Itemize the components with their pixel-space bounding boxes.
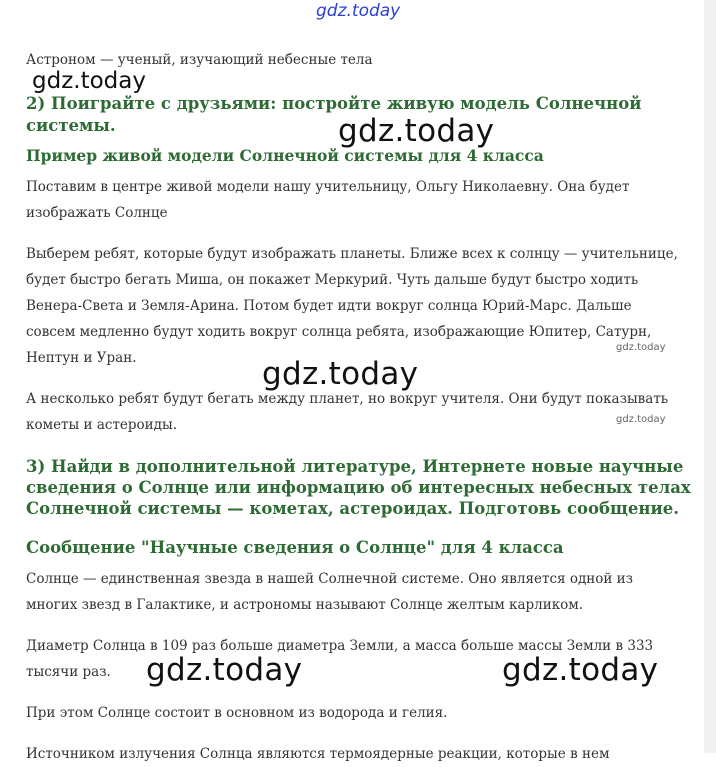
paragraph-line: тысячи раз. [26,664,111,680]
watermark: gdz.today [262,356,419,392]
paragraph-line: Солнце — единственная звезда в нашей Солнечной системе. Оно является одной из [26,571,634,587]
paragraph-line: При этом Солнце состоит в основном из водорода и гелия. [26,705,448,721]
watermark-top: gdz.today [316,1,401,21]
task-heading: 2) Поиграйте с друзьями: постройте живую модель Солнечной [26,94,642,113]
watermark-small: gdz.today [616,342,666,353]
task-heading: 3) Найди в дополнительной литературе, Интернете новые научные [26,457,684,476]
right-scrollbar-strip[interactable] [704,0,716,753]
paragraph-line: совсем медленно будут ходить вокруг солнца ребята, изображающие Юпитер, Сатурн, [26,324,652,340]
task-heading: системы. [26,116,116,135]
watermark: gdz.today [338,113,495,149]
section-heading: Сообщение "Научные сведения о Солнце" для 4 класса [26,538,564,557]
watermark: gdz.today [502,652,659,688]
paragraph-line: изображать Солнце [26,205,168,221]
section-heading: Пример живой модели Солнечной системы для 4 класса [26,146,544,165]
task-heading: сведения о Солнце или информацию об интересных небесных телах [26,478,691,497]
paragraph-line: будет быстро бегать Миша, он покажет Меркурий. Чуть дальше будут быстро ходить [26,272,639,288]
paragraph-line: Поставим в центре живой модели нашу учительницу, Ольгу Николаевну. Она будет [26,179,630,195]
watermark-small: gdz.today [616,414,666,425]
watermark: gdz.today [146,652,303,688]
paragraph-line: Диаметр Солнца в 109 раз больше диаметра Земли, а масса больше массы Земли в 333 [26,638,654,654]
paragraph-line: кометы и астероиды. [26,417,178,433]
paragraph-line: Нептун и Уран. [26,350,137,366]
paragraph-line-partial: Источником излучения Солнца являются термоядерные реакции, которые в нем [26,746,610,762]
paragraph-line: Венера-Света и Земля-Арина. Потом будет идти вокруг солнца Юрий-Марс. Дальше [26,298,632,314]
paragraph-line: Выберем ребят, которые будут изображать планеты. Ближе всех к солнцу — учительнице, [26,246,678,262]
watermark: gdz.today [32,68,146,94]
definition-text: Астроном — ученый, изучающий небесные тела [26,52,373,68]
paragraph-line: многих звезд в Галактике, и астрономы называют Солнце желтым карликом. [26,597,584,613]
paragraph-line: А несколько ребят будут бегать между планет, но вокруг учителя. Они будут показывать [26,391,669,407]
task-heading: Солнечной системы — кометах, астероидах. Подготовь сообщение. [26,499,679,518]
